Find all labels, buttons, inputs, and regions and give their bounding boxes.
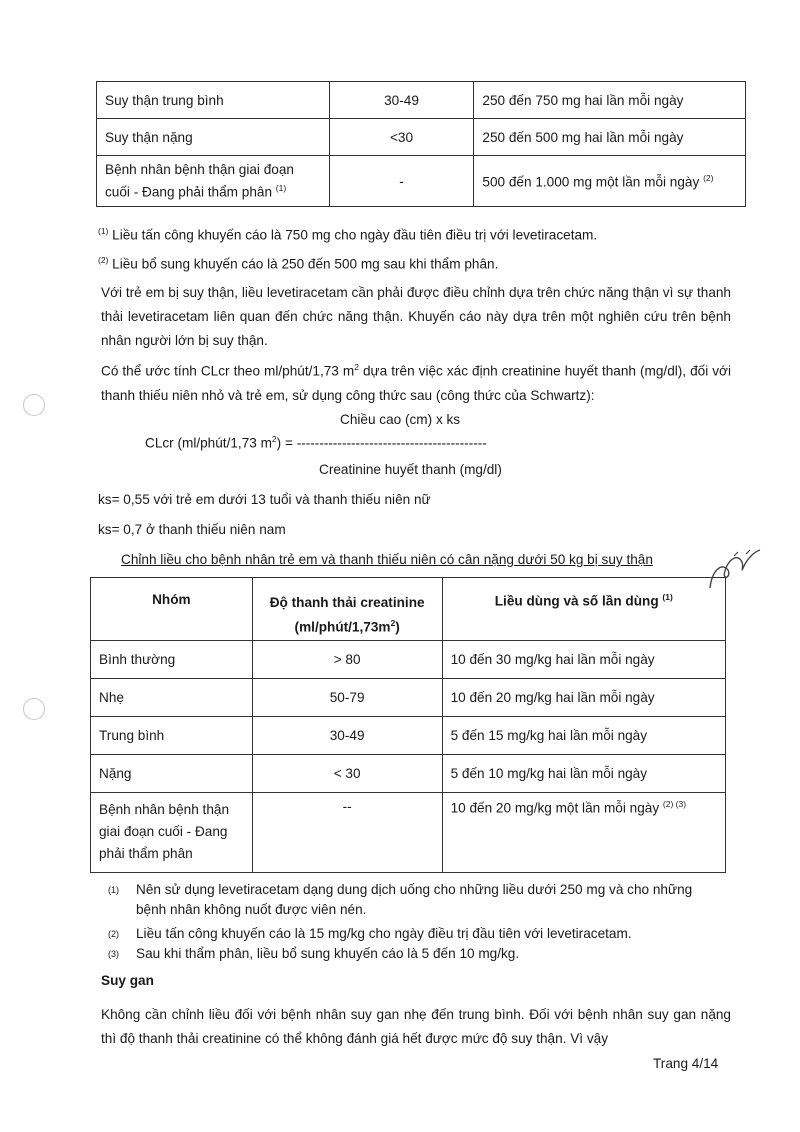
footnote-text: Liều tấn công khuyến cáo là 750 mg cho ngày đầu tiên điều trị với levetiracetam. — [112, 227, 598, 243]
clcr-cell: > 80 — [252, 641, 442, 679]
footnote-text: Nên sử dụng levetiracetam dạng dung dịch uống cho những liều dưới 250 mg và cho những bệnh nhân không nuốt được viên nén. — [136, 882, 693, 917]
group-line: phải thẩm phân — [99, 846, 193, 861]
table2-footnote — [108, 880, 718, 920]
footnote-ref: (2) — [703, 172, 714, 183]
group-line: Bệnh nhân bệnh thận — [99, 802, 230, 817]
clcr-cell: - — [329, 156, 474, 207]
footnote-mark: (2) — [108, 929, 119, 939]
table1-footnote — [98, 255, 498, 272]
dose-text: 10 đến 20 mg/kg một lần mỗi ngày — [450, 800, 660, 816]
dose-cell: 5 đến 10 mg/kg hai lần mỗi ngày — [442, 755, 725, 793]
clcr-cell: 30-49 — [329, 82, 474, 119]
footnote-mark: (1) — [98, 226, 109, 236]
paragraph-liver-impairment: Không cần chỉnh liều đối với bệnh nhân suy gan nhẹ đến trung bình. Đối với bệnh nhân suy gan nặng thì độ thanh thải creatinine có thể không đánh giá hết được mức độ suy thận. Vì vậy — [101, 1007, 731, 1046]
table2-footnote — [108, 924, 718, 944]
text-span: dựa trên việc xác định creatinine huyết thanh (mg/dl), đối với thanh thiếu niên nhỏ và trẻ em, sử dụng công thức sau (công thức của Schwartz): — [101, 363, 731, 403]
superscript: 2 — [271, 434, 277, 444]
table-row — [97, 156, 746, 207]
footnote-ref: (2) (3) — [662, 799, 687, 809]
table-row — [97, 82, 746, 119]
binder-hole-top — [23, 394, 45, 416]
text-span: ) = — [276, 435, 297, 451]
group-cell — [91, 793, 253, 873]
group-cell: Suy thận trung bình — [97, 82, 330, 119]
footnote-ref: (1) — [662, 592, 673, 602]
clcr-cell: 30-49 — [252, 717, 442, 755]
header-line: (ml/phút/1,73m — [294, 619, 391, 635]
clcr-cell: -- — [252, 793, 442, 873]
page-number: Trang 4/14 — [653, 1056, 719, 1071]
footnote-mark: (3) — [108, 949, 119, 959]
formula-denominator: Creatinine huyết thanh (mg/dl) — [319, 462, 502, 477]
ks-male: ks= 0,7 ở thanh thiếu niên nam — [98, 522, 286, 537]
dose-cell — [442, 793, 725, 873]
dose-cell: 5 đến 15 mg/kg hai lần mỗi ngày — [442, 717, 725, 755]
superscript: 2 — [390, 618, 396, 628]
dose-cell: 10 đến 30 mg/kg hai lần mỗi ngày — [442, 641, 725, 679]
table1-footnote — [98, 226, 597, 243]
table-header-row — [91, 578, 726, 641]
header-line: ) — [395, 619, 400, 635]
header-line: Độ thanh thải creatinine — [269, 595, 425, 610]
group-cell: Suy thận nặng — [97, 119, 330, 156]
text-span: Có thể ước tính CLcr theo ml/phút/1,73 m — [101, 363, 355, 379]
section-heading-liver: Suy gan — [101, 973, 154, 988]
group-line: Bệnh nhân bệnh thận giai đoạn — [105, 162, 294, 178]
fraction-bar: ------------------------------------------ — [296, 435, 487, 451]
dose-cell: 250 đến 750 mg hai lần mỗi ngày — [474, 82, 746, 119]
table-row — [91, 679, 726, 717]
formula-lhs — [145, 434, 487, 451]
group-cell — [97, 156, 330, 207]
table-row — [91, 755, 726, 793]
footnote-text: Sau khi thẩm phân, liều bổ sung khuyến cáo là 5 đến 10 mg/kg. — [136, 946, 520, 961]
table2-caption: Chỉnh liều cho bệnh nhân trẻ em và thanh thiếu niên có cân nặng dưới 50 kg bị suy thận — [121, 552, 653, 567]
table-row — [91, 717, 726, 755]
dose-text: 500 đến 1.000 mg một lần mỗi ngày — [482, 174, 700, 190]
dose-cell: 250 đến 500 mg hai lần mỗi ngày — [474, 119, 746, 156]
clcr-cell: <30 — [329, 119, 474, 156]
binder-hole-bottom — [23, 698, 45, 720]
clcr-cell: < 30 — [252, 755, 442, 793]
group-cell: Nhẹ — [91, 679, 253, 717]
table-row — [97, 119, 746, 156]
header-dose — [442, 578, 725, 641]
footnote-mark: (2) — [98, 255, 109, 265]
table2-footnote — [108, 944, 718, 964]
dose-cell — [474, 156, 746, 207]
adult-renal-dose-table — [96, 81, 746, 207]
footnote-mark: (1) — [108, 885, 119, 895]
clcr-cell: 50-79 — [252, 679, 442, 717]
group-line: cuối - Đang phải thẩm phân — [105, 184, 273, 200]
header-text: Liều dùng và số lần dùng — [494, 593, 659, 609]
text-span: CLcr (ml/phút/1,73 m — [145, 435, 272, 451]
group-cell: Nặng — [91, 755, 253, 793]
footnote-text: Liều tấn công khuyến cáo là 15 mg/kg cho ngày điều trị đầu tiên với levetiracetam. — [136, 926, 632, 941]
footnote-text: Liều bổ sung khuyến cáo là 250 đến 500 mg sau khi thẩm phân. — [112, 256, 499, 272]
group-cell: Bình thường — [91, 641, 253, 679]
ks-female: ks= 0,55 với trẻ em dưới 13 tuổi và thanh thiếu niên nữ — [98, 492, 431, 507]
table-row — [91, 641, 726, 679]
pediatric-renal-dose-table — [90, 577, 726, 873]
superscript: 2 — [354, 362, 359, 372]
group-cell: Trung bình — [91, 717, 253, 755]
paragraph-pediatric-renal: Với trẻ em bị suy thận, liều levetiracetam cần phải được điều chỉnh dựa trên chức năng thận vì sự thanh thải levetiracetam liên quan đến chức năng thận. Khuyến cáo này dựa trên một nghiên cứu trên bệnh nhân người lớn bị suy thận. — [101, 285, 731, 348]
dose-cell: 10 đến 20 mg/kg hai lần mỗi ngày — [442, 679, 725, 717]
table-row — [91, 793, 726, 873]
paragraph-schwartz-formula-intro — [101, 355, 731, 408]
group-line: giai đoạn cuối - Đang — [99, 824, 228, 839]
header-group: Nhóm — [91, 578, 253, 641]
formula-numerator: Chiều cao (cm) x ks — [340, 412, 461, 427]
footnote-ref: (1) — [275, 183, 287, 194]
header-clcr — [252, 578, 442, 641]
